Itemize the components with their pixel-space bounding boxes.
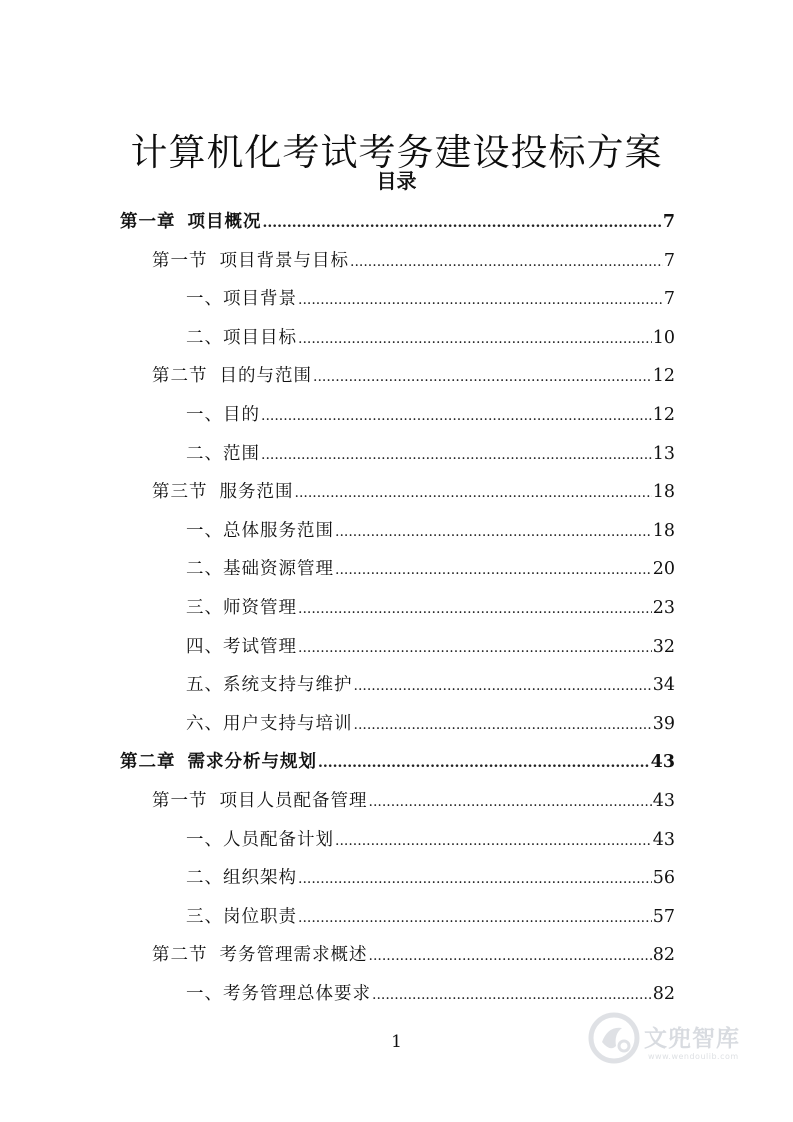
toc-entry-title: 项目目标 <box>223 327 297 348</box>
toc-entry-page: 32 <box>652 636 675 657</box>
toc-dot-leader <box>261 438 652 472</box>
page-number: 1 <box>391 1032 402 1052</box>
toc-entry-page: 20 <box>652 559 675 580</box>
toc-entry-title: 项目背景与目标 <box>219 250 349 271</box>
toc-entry-page: 39 <box>652 713 675 734</box>
toc-entry[interactable] <box>152 244 675 278</box>
toc-dot-leader <box>369 939 652 973</box>
toc-dot-leader <box>318 746 650 780</box>
watermark-text: 文兜智库 <box>644 1026 740 1052</box>
toc-dot-leader <box>298 631 652 665</box>
toc-dot-leader <box>298 901 652 935</box>
toc-entry-page: 56 <box>652 868 675 889</box>
toc-entry-title: 总体服务范围 <box>223 520 334 541</box>
toc-entry[interactable] <box>186 514 675 548</box>
toc-dot-leader <box>313 360 652 394</box>
toc-entry-title: 项目概况 <box>187 212 262 232</box>
toc-entry[interactable] <box>186 398 675 432</box>
toc-entry-title: 目的 <box>223 405 260 425</box>
toc-entry[interactable] <box>186 900 675 934</box>
toc-entry-number: 四、 <box>186 636 223 657</box>
toc-entry-number: 二、 <box>186 443 223 464</box>
toc-entry-page: 23 <box>652 598 675 618</box>
toc-entry-title: 组织架构 <box>223 868 297 889</box>
toc-dot-leader <box>298 862 652 896</box>
toc-entry-number: 二、 <box>186 868 223 889</box>
toc-entry-title: 系统支持与维护 <box>223 675 353 696</box>
toc-entry-number: 第一节 <box>152 250 208 271</box>
toc-entry-number: 第一节 <box>152 791 208 811</box>
toc-entry-page: 43 <box>652 791 675 811</box>
toc-entry[interactable] <box>152 475 675 509</box>
toc-entry-title: 考务管理总体要求 <box>223 984 371 1004</box>
toc-dot-leader <box>261 399 652 433</box>
toc-dot-leader <box>298 322 652 356</box>
toc-entry-title: 项目背景 <box>223 289 297 310</box>
watermark <box>588 1010 768 1072</box>
toc-entry[interactable] <box>186 861 675 895</box>
toc-dot-leader <box>335 824 652 858</box>
toc-entry[interactable] <box>186 282 675 316</box>
toc-dot-leader <box>354 708 652 742</box>
toc-entry-title: 用户支持与培训 <box>223 713 353 734</box>
toc-dot-leader <box>295 476 652 510</box>
toc-dot-leader <box>298 283 663 317</box>
toc-entry-page: 82 <box>652 984 675 1004</box>
toc-entry-title: 目的与范围 <box>219 366 312 387</box>
toc-entry-page: 82 <box>652 945 675 966</box>
toc-entry-number: 第二章 <box>120 752 176 773</box>
toc-dot-leader <box>298 592 652 626</box>
toc-entry-number: 三、 <box>186 598 223 618</box>
toc-entry[interactable] <box>186 823 675 857</box>
toc-entry[interactable] <box>152 359 675 393</box>
toc-entry-number: 三、 <box>186 906 223 927</box>
toc-entry-page: 57 <box>652 906 675 927</box>
toc-entry-page: 18 <box>652 520 675 541</box>
toc-entry-number: 一、 <box>186 984 223 1004</box>
toc-entry[interactable] <box>186 707 675 741</box>
toc-entry-title: 项目人员配备管理 <box>219 791 368 811</box>
watermark-subtext: www.wendoulib.com <box>648 1052 739 1061</box>
toc-entry[interactable] <box>186 321 675 355</box>
toc-heading: 目录 <box>376 169 417 193</box>
toc-entry-title: 人员配备计划 <box>223 829 334 850</box>
toc-entry[interactable] <box>120 205 675 239</box>
toc-entry-page: 43 <box>652 829 675 850</box>
toc-entry-number: 第一章 <box>120 212 176 232</box>
toc-entry-title: 考试管理 <box>223 636 297 657</box>
toc-entry-number: 第三节 <box>152 482 208 503</box>
toc-entry-title: 需求分析与规划 <box>187 752 317 773</box>
wendou-logo-icon <box>588 1012 640 1064</box>
toc-entry-number: 一、 <box>186 520 223 541</box>
toc-entry-page: 7 <box>662 212 675 232</box>
toc-entry-number: 六、 <box>186 713 223 734</box>
toc-entry-page: 18 <box>652 482 675 503</box>
toc-entry-number: 第二节 <box>152 945 208 966</box>
toc-entry-title: 基础资源管理 <box>223 559 334 580</box>
toc-entry[interactable] <box>186 630 675 664</box>
toc-entry-page: 43 <box>650 752 675 773</box>
toc-entry-number: 二、 <box>186 559 223 580</box>
toc-entry-title: 考务管理需求概述 <box>219 945 368 966</box>
toc-dot-leader <box>354 669 652 703</box>
toc-entry-number: 一、 <box>186 405 223 425</box>
toc-entry-number: 五、 <box>186 675 223 696</box>
toc-dot-leader <box>335 553 652 587</box>
toc-entry-page: 10 <box>652 327 675 348</box>
toc-entry-number: 一、 <box>186 289 223 310</box>
toc-entry-page: 7 <box>663 250 675 271</box>
toc-entry[interactable] <box>186 591 675 625</box>
toc-dot-leader <box>369 785 652 819</box>
toc-entry-page: 12 <box>652 366 675 387</box>
toc-entry-number: 一、 <box>186 829 223 850</box>
toc-entry-title: 师资管理 <box>223 598 297 618</box>
toc-dot-leader <box>263 206 662 240</box>
toc-entry-page: 13 <box>652 443 675 464</box>
toc-entry-title: 岗位职责 <box>223 906 297 927</box>
toc-dot-leader <box>335 515 652 549</box>
toc-entry[interactable] <box>120 745 675 779</box>
toc-entry[interactable] <box>186 668 675 702</box>
toc-dot-leader <box>372 978 652 1012</box>
toc-entry-number: 二、 <box>186 327 223 348</box>
toc-entry-number: 第二节 <box>152 366 208 387</box>
toc-entry-title: 范围 <box>223 443 260 464</box>
toc-entry-page: 34 <box>652 675 675 696</box>
toc-entry-page: 7 <box>663 289 675 310</box>
toc-dot-leader <box>350 245 663 279</box>
toc-entry-page: 12 <box>652 405 675 425</box>
toc-entry-title: 服务范围 <box>219 482 294 503</box>
document-title: 计算机化考试考务建设投标方案 <box>130 130 663 174</box>
toc-entry[interactable] <box>186 977 675 1011</box>
toc-entry[interactable] <box>186 552 675 586</box>
toc-entry[interactable] <box>152 784 675 818</box>
toc-entry[interactable] <box>152 938 675 972</box>
toc-entry[interactable] <box>186 437 675 471</box>
